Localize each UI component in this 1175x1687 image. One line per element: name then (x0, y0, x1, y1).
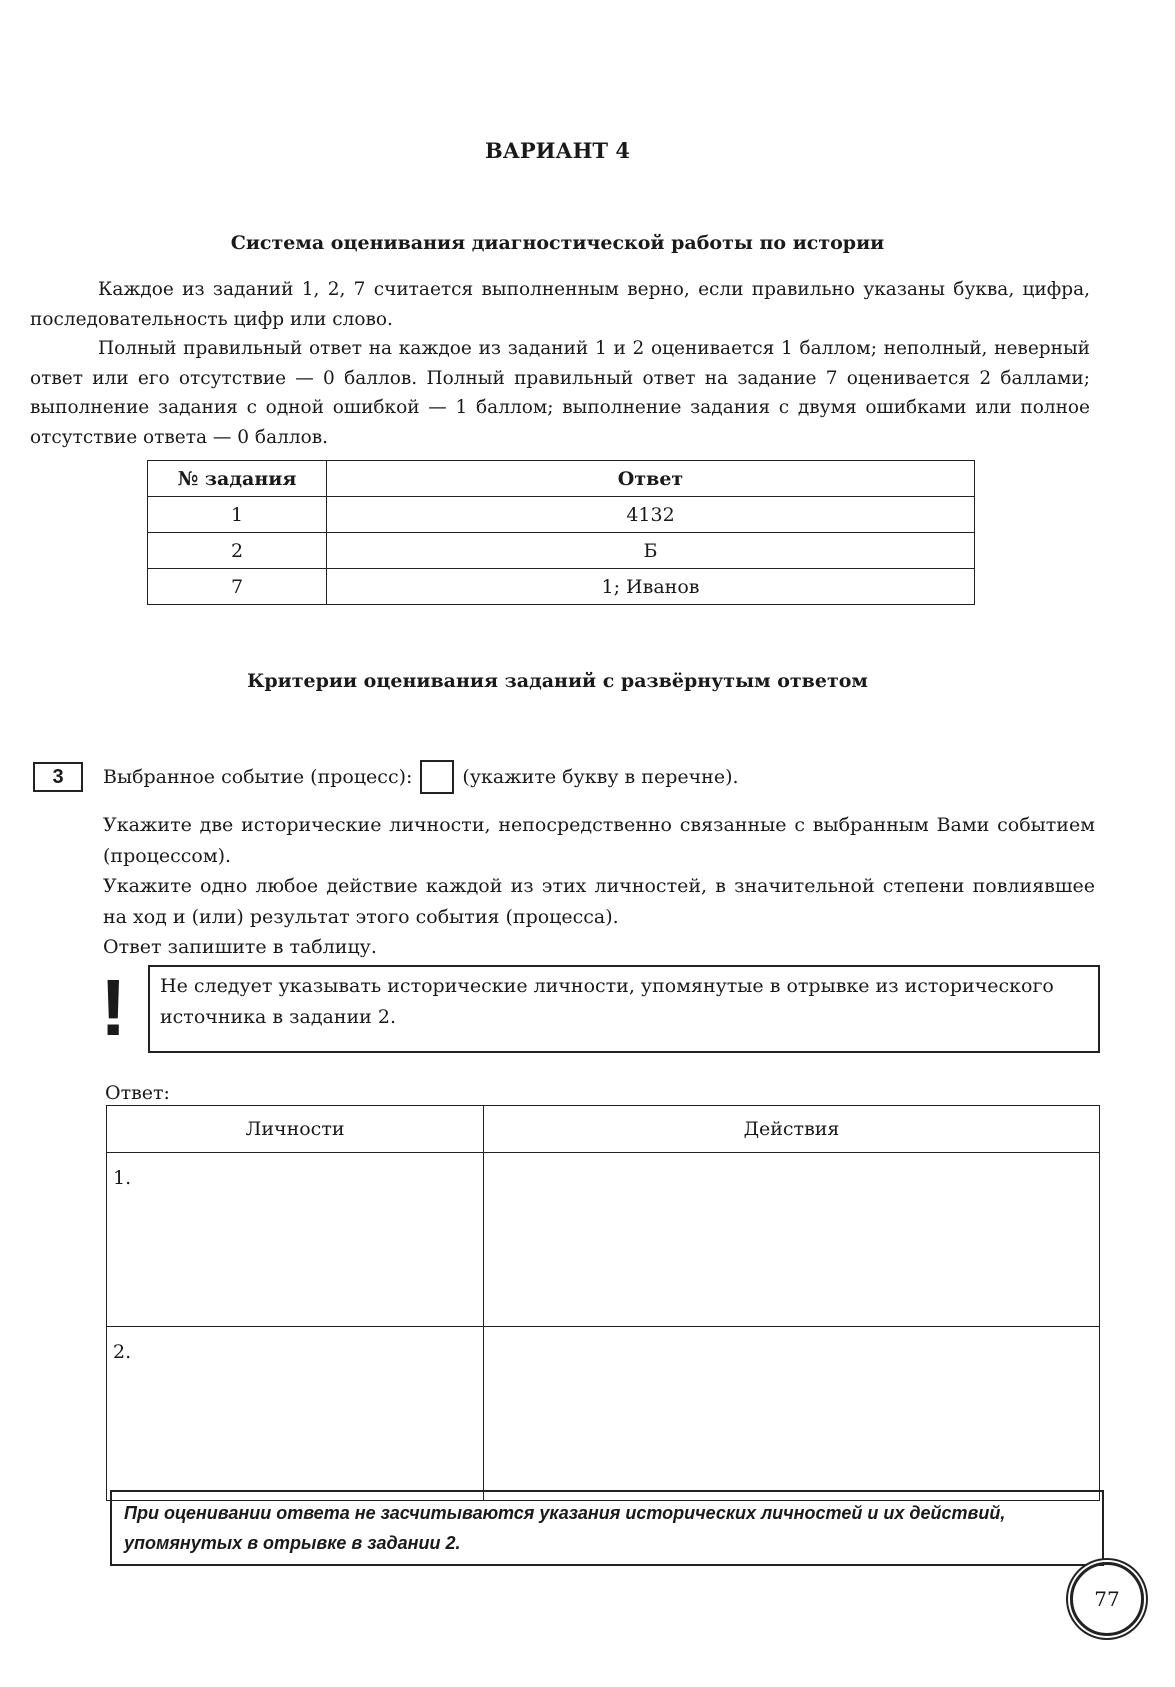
cell: 4132 (327, 497, 975, 533)
warning-box: Не следует указывать исторические личности, упомянутые в отрывке из исторического источника в задании 2. (148, 965, 1100, 1053)
cell: Б (327, 533, 975, 569)
exclamation-icon: ! (100, 963, 127, 1052)
cell: 2 (148, 533, 327, 569)
table-row (107, 1327, 1100, 1501)
table-row (148, 497, 975, 533)
grading-note: При оценивании ответа не засчитываются указания исторических личностей и их действий, упомянутых в отрывке в задании 2. (110, 1490, 1104, 1566)
paragraph: Полный правильный ответ на каждое из заданий 1 и 2 оценивается 1 баллом; неполный, неверный ответ или его отсутствие — 0 баллов. Полный правильный ответ на задание 7 оценивается 2 баллами; выполнение задания с одной ошибкой — 1 баллом; выполнение задания с двумя ошибками или полное отсутствие ответа — 0 баллов. (30, 338, 1090, 448)
header-actions: Действия (484, 1106, 1100, 1153)
header-persons: Личности (107, 1106, 484, 1153)
variant-title: ВАРИАНТ 4 (485, 138, 630, 163)
instruction: Ответ запишите в таблицу. (103, 936, 377, 958)
page-number: 77 (1070, 1562, 1144, 1636)
cell: 7 (148, 569, 327, 605)
action-cell[interactable] (484, 1153, 1100, 1327)
letter-input-box[interactable] (420, 760, 454, 794)
answer-label: Ответ: (105, 1082, 170, 1104)
paragraph: Каждое из заданий 1, 2, 7 считается выполненным верно, если правильно указаны буква, цифра, последовательность цифр или слово. (30, 279, 1090, 330)
instruction: Укажите две исторические личности, непосредственно связанные с выбранным Вами событием (процессом). (103, 814, 1095, 867)
section2-heading: Критерии оценивания заданий с развёрнутым ответом (247, 670, 868, 692)
header-task-number: № задания (148, 461, 327, 497)
task-instructions (103, 810, 1095, 963)
selected-event-label: Выбранное событие (процесс): (103, 766, 413, 788)
header-answer: Ответ (327, 461, 975, 497)
instruction: Укажите одно любое действие каждой из этих личностей, в значительной степени повлиявшее на ход и (или) результат этого события (процесса). (103, 875, 1095, 928)
action-cell[interactable] (484, 1327, 1100, 1501)
table-row (148, 533, 975, 569)
person-cell[interactable]: 2. (107, 1327, 484, 1501)
cell: 1 (148, 497, 327, 533)
table-row (107, 1153, 1100, 1327)
selected-event-hint: (укажите букву в перечне). (462, 766, 739, 788)
table-row (148, 569, 975, 605)
cell: 1; Иванов (327, 569, 975, 605)
answers-table (147, 460, 975, 605)
answer-table (106, 1105, 1100, 1501)
scoring-description (30, 275, 1090, 452)
person-cell[interactable]: 1. (107, 1153, 484, 1327)
section1-heading: Система оценивания диагностической работы по истории (230, 232, 885, 254)
task-number-badge: 3 (33, 762, 83, 792)
selected-event-line (103, 760, 739, 794)
